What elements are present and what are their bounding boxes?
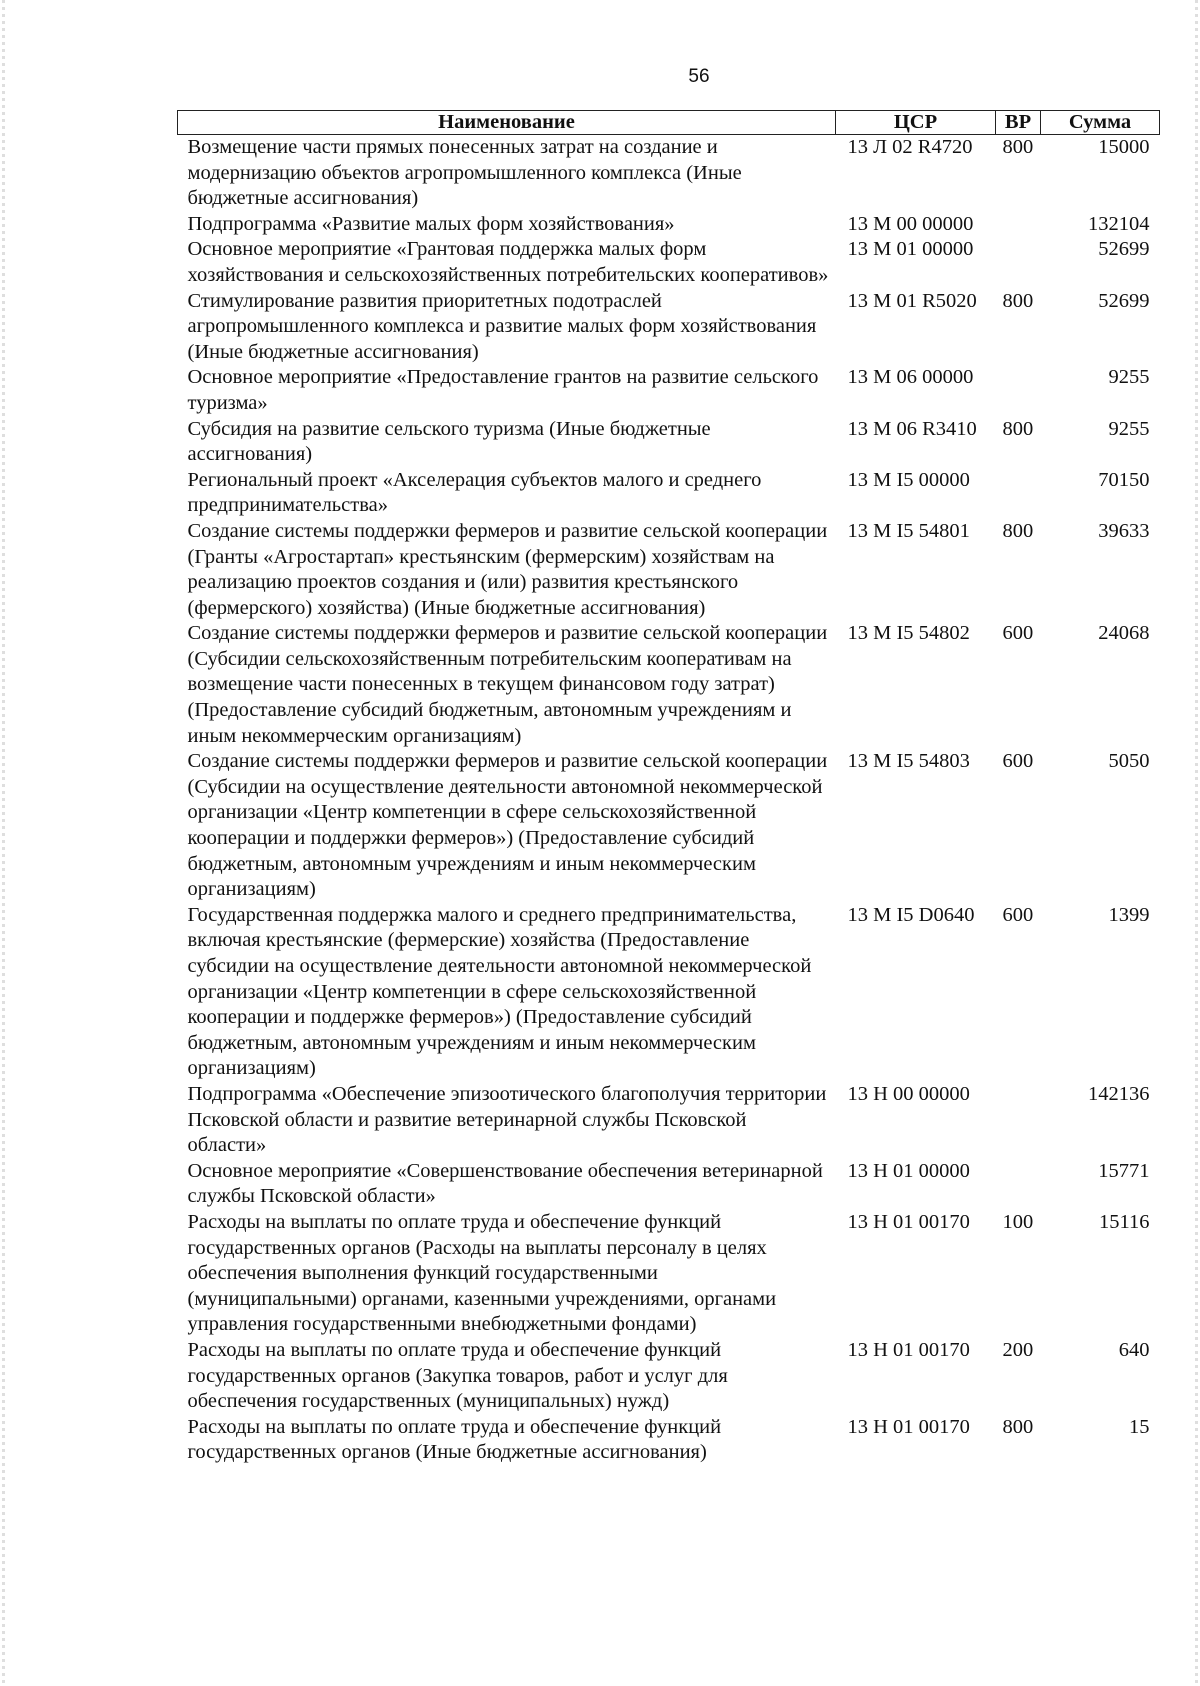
table-row [178, 468, 1160, 519]
table-row [178, 903, 1160, 1082]
header-csr: ЦСР [836, 111, 996, 135]
cell-sum: 52699 [1098, 289, 1150, 312]
cell-csr: 13 М 01 R5020 [847, 289, 977, 312]
header-vr: ВР [996, 111, 1041, 135]
cell-sum: 15116 [1099, 1210, 1150, 1233]
page-number: 56 [688, 66, 710, 87]
cell-sum: 39633 [1098, 519, 1150, 542]
cell-vr: 800 [1002, 289, 1034, 312]
scan-edge-right [1195, 0, 1198, 1686]
cell-vr: 200 [1002, 1338, 1034, 1361]
cell-name: Расходы на выплаты по оплате труда и обеспечение функций государственных органов (Закупка товаров, работ и услуг для обеспечения государственных (муниципальных) нужд) [187, 1338, 728, 1413]
cell-sum: 9255 [1108, 417, 1150, 440]
cell-vr [996, 468, 1041, 519]
cell-vr [996, 237, 1041, 288]
cell-csr: 13 Н 01 00000 [847, 1159, 970, 1182]
cell-name: Создание системы поддержки фермеров и развитие сельской кооперации (Субсидии на осуществление деятельности автономной некоммерческой организации «Центр компетенции в сфере сельскохозяйственной кооперации и поддержки фермеров») (Предоставление субсидий бюджетным, автономным учреждениям и иным некоммерческим организациям) [187, 750, 828, 901]
scan-edge-left [2, 0, 5, 1686]
cell-vr: 800 [1002, 136, 1034, 158]
cell-csr: 13 Н 01 00170 [847, 1210, 970, 1233]
cell-csr: 13 М I5 D0640 [847, 903, 975, 926]
cell-vr: 600 [1002, 622, 1034, 645]
cell-name: Основное мероприятие «Предоставление грантов на развитие сельского туризма» [187, 366, 819, 414]
table-row [178, 749, 1160, 903]
cell-csr: 13 М I5 54802 [847, 622, 970, 645]
cell-vr [996, 365, 1041, 416]
cell-name: Подпрограмма «Обеспечение эпизоотического благополучия территории Псковской области и развитие ветеринарной службы Псковской области» [187, 1082, 827, 1157]
table-row [178, 1082, 1160, 1159]
table-row [178, 621, 1160, 749]
cell-sum: 132104 [1088, 212, 1150, 235]
cell-csr: 13 Н 00 00000 [847, 1082, 970, 1105]
cell-sum: 9255 [1108, 366, 1150, 389]
cell-sum: 640 [1118, 1338, 1150, 1361]
cell-vr: 800 [1002, 1415, 1034, 1438]
cell-name: Подпрограмма «Развитие малых форм хозяйствования» [187, 212, 675, 235]
cell-sum: 24068 [1098, 622, 1150, 645]
cell-csr: 13 М 01 00000 [847, 238, 974, 261]
cell-vr: 100 [1002, 1210, 1034, 1233]
header-name: Наименование [178, 111, 836, 135]
cell-name: Государственная поддержка малого и среднего предпринимательства, включая крестьянские (фермерские) хозяйства (Предоставление субсидии на осуществление деятельности автономной некоммерческой организации «Центр компетенции в сфере сельскохозяйственной кооперации и поддержке фермеров») (Предоставление субсидий бюджетным, автономным учреждениям и иным некоммерческим организациям) [187, 903, 812, 1080]
cell-name: Расходы на выплаты по оплате труда и обеспечение функций государственных органов (Иные бюджетные ассигнования) [187, 1415, 722, 1464]
cell-name: Расходы на выплаты по оплате труда и обеспечение функций государственных органов (Расходы на выплаты персоналу в целях обеспечения выполнения функций государственными (муниципальными) органами, казенными учреждениями, органами управления государственными внебюджетными фондами) [187, 1210, 777, 1336]
table-row [178, 365, 1160, 416]
cell-csr: 13 М 06 R3410 [847, 417, 977, 440]
cell-csr: 13 Л 02 R4720 [847, 136, 973, 158]
cell-vr: 800 [1002, 519, 1034, 542]
cell-csr: 13 М I5 54803 [847, 750, 970, 773]
table-body [178, 135, 1160, 1466]
cell-csr: 13 М 06 00000 [847, 366, 974, 389]
cell-name: Основное мероприятие «Грантовая поддержка малых форм хозяйствования и сельскохозяйственных потребительских кооперативов» [187, 238, 829, 286]
table-row [178, 1415, 1160, 1466]
cell-sum: 1399 [1108, 903, 1150, 926]
cell-vr [996, 1082, 1041, 1159]
cell-csr: 13 М 00 00000 [847, 212, 974, 235]
header-sum: Сумма [1041, 111, 1160, 135]
cell-csr: 13 М I5 00000 [847, 468, 970, 491]
cell-vr: 600 [1002, 903, 1034, 926]
budget-table [177, 110, 1160, 1466]
cell-sum: 15000 [1098, 136, 1150, 158]
cell-csr: 13 М I5 54801 [847, 519, 970, 542]
table-row [178, 417, 1160, 468]
table-row [178, 519, 1160, 621]
cell-sum: 142136 [1088, 1082, 1150, 1105]
cell-sum: 15771 [1098, 1159, 1150, 1182]
table-header-row [178, 111, 1160, 135]
table-row [178, 237, 1160, 288]
cell-vr [996, 212, 1041, 238]
cell-vr: 800 [1002, 417, 1034, 440]
cell-name: Стимулирование развития приоритетных подотраслей агропромышленного комплекса и развитие малых форм хозяйствования (Иные бюджетные ассигнования) [187, 289, 817, 363]
cell-vr: 600 [1002, 750, 1034, 773]
cell-csr: 13 Н 01 00170 [847, 1415, 970, 1438]
cell-sum: 5050 [1108, 750, 1150, 773]
cell-sum: 70150 [1098, 468, 1150, 491]
table-row [178, 1338, 1160, 1415]
cell-name: Региональный проект «Акселерация субъектов малого и среднего предпринимательства» [187, 468, 762, 517]
cell-name: Возмещение части прямых понесенных затрат на создание и модернизацию объектов агропромышленного комплекса (Иные бюджетные ассигнования) [187, 136, 742, 210]
cell-name: Создание системы поддержки фермеров и развитие сельской кооперации (Гранты «Агростартап» крестьянским (фермерским) хозяйствам на реализацию проектов создания и (или) развития крестьянского (фермерского) хозяйства) (Иные бюджетные ассигнования) [187, 519, 828, 619]
table-row [178, 212, 1160, 238]
cell-name: Создание системы поддержки фермеров и развитие сельской кооперации (Субсидии сельскохозяйственным потребительским кооперативам на возмещение части понесенных в текущем финансовом году затрат) (Предоставление субсидий бюджетным, автономным учреждениям и иным некоммерческим организациям) [187, 622, 828, 747]
table-row [178, 135, 1160, 212]
cell-sum: 15 [1129, 1415, 1150, 1438]
cell-name: Основное мероприятие «Совершенствование обеспечения ветеринарной службы Псковской области» [187, 1159, 823, 1208]
cell-csr: 13 Н 01 00170 [847, 1338, 970, 1361]
table-row [178, 289, 1160, 366]
cell-name: Субсидия на развитие сельского туризма (Иные бюджетные ассигнования) [187, 417, 711, 466]
table-row [178, 1210, 1160, 1338]
cell-vr [996, 1159, 1041, 1210]
cell-sum: 52699 [1098, 238, 1150, 261]
table-row [178, 1159, 1160, 1210]
